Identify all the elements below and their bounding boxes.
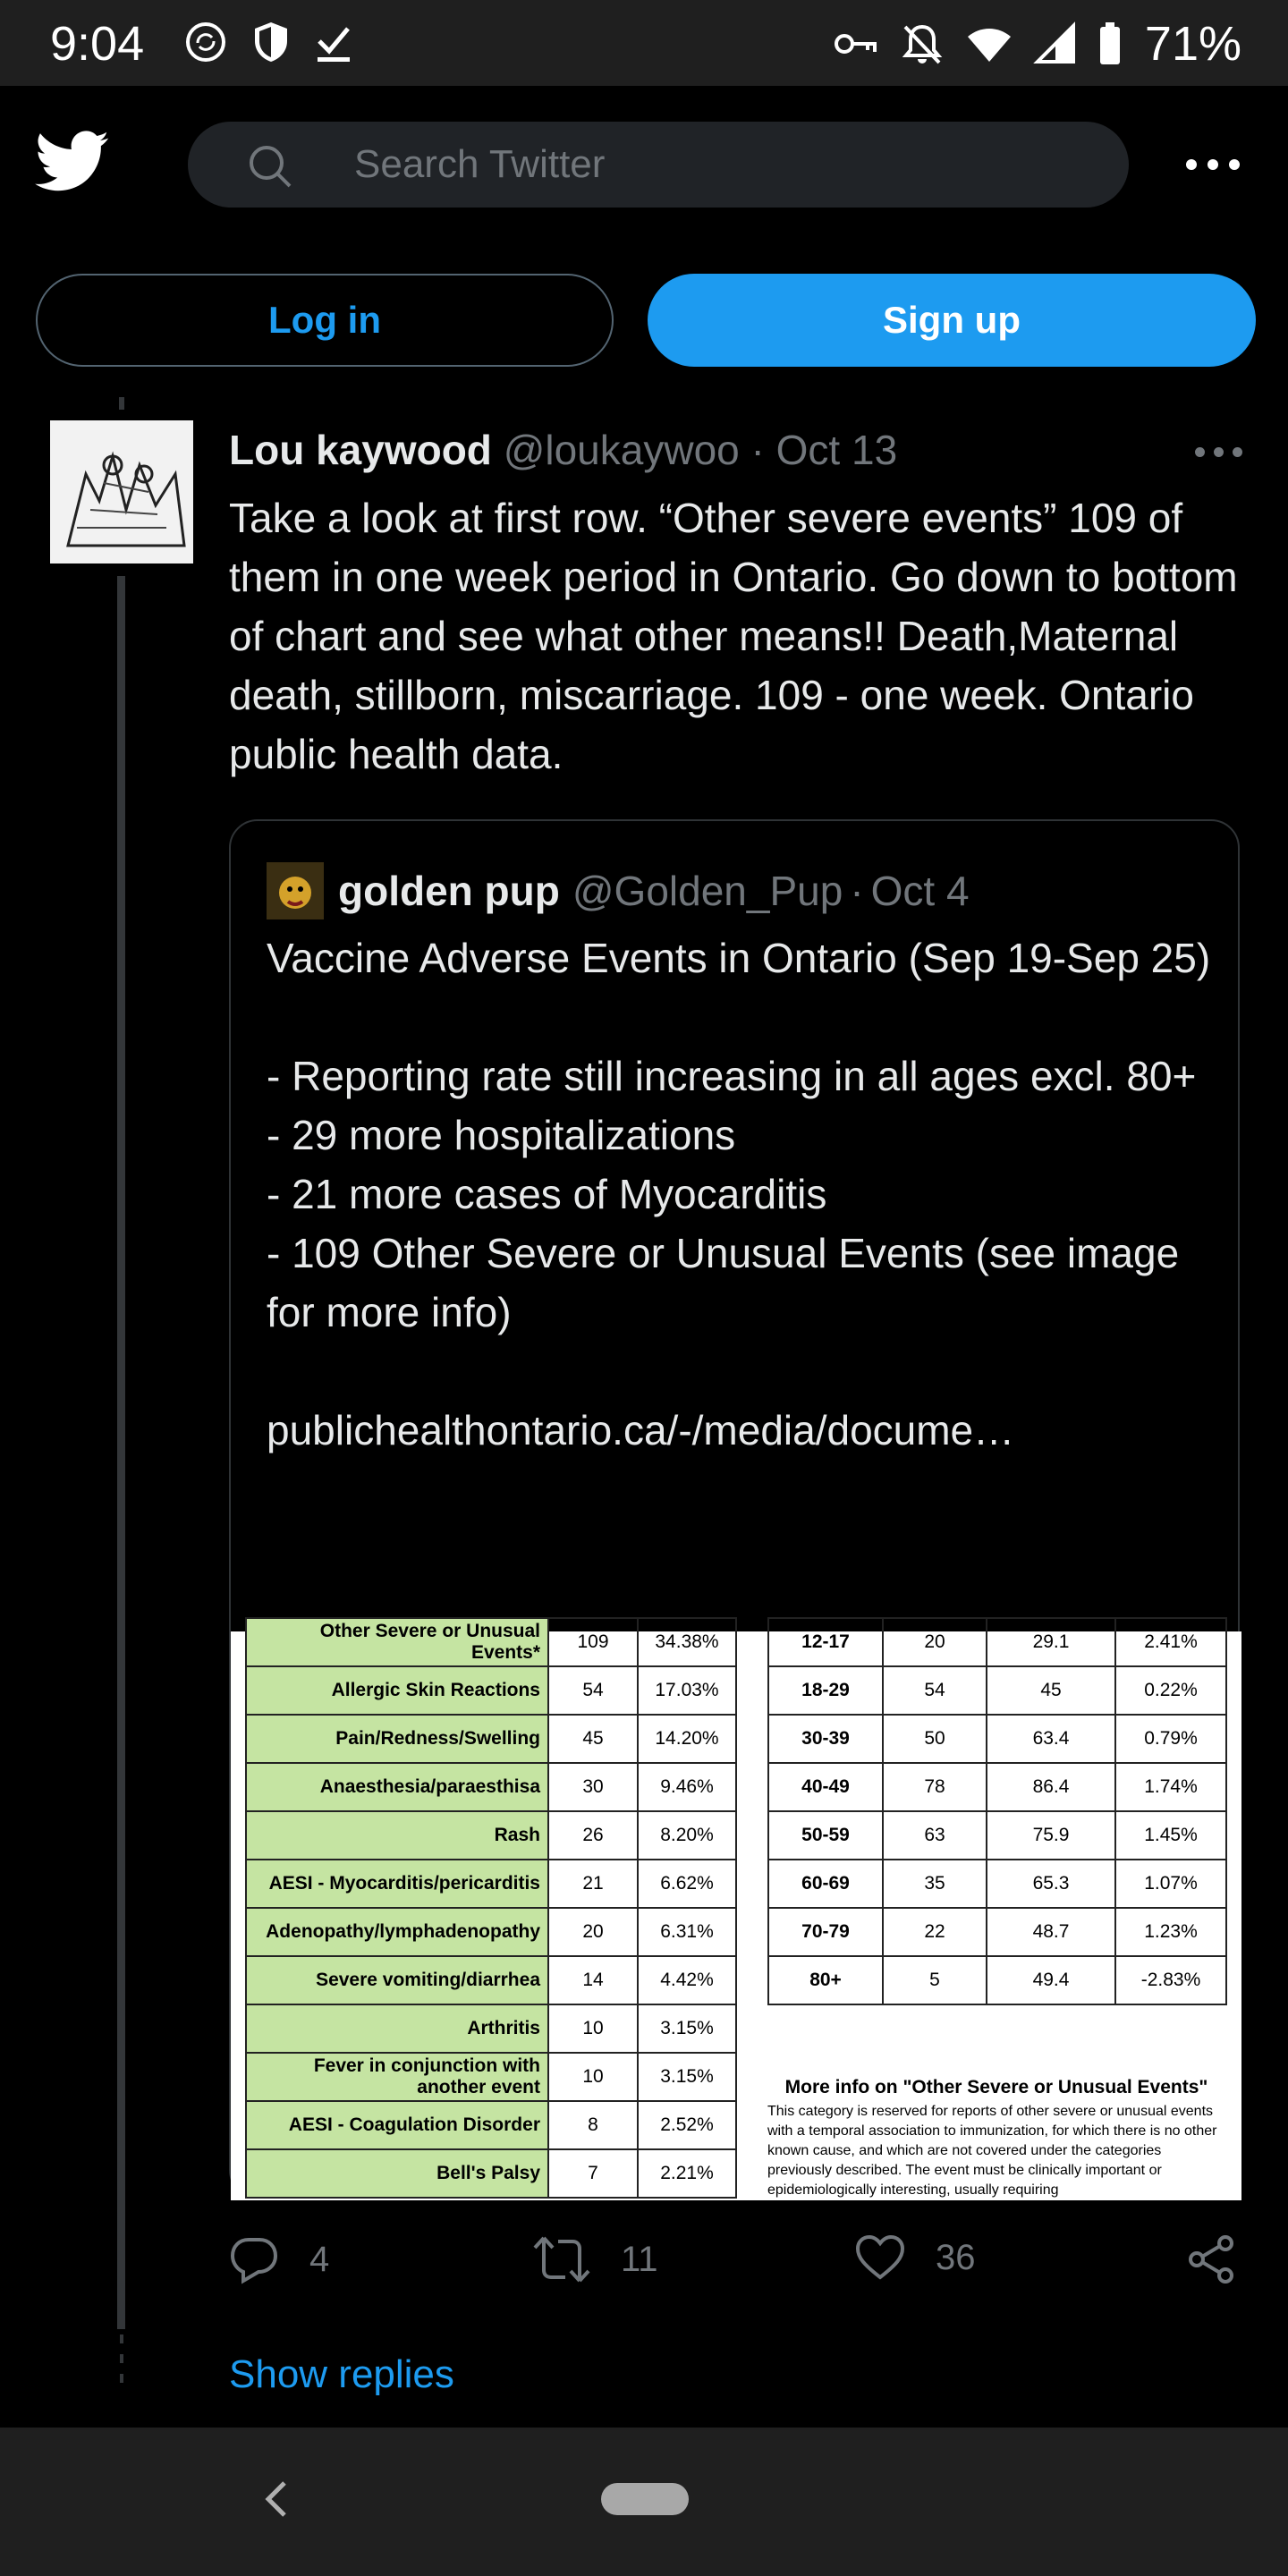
more-options-icon[interactable] — [1181, 140, 1252, 190]
age-rate: 75.9 — [987, 1811, 1115, 1860]
event-count: 26 — [548, 1811, 638, 1860]
event-percent: 6.31% — [638, 1908, 736, 1956]
quoted-date: Oct 4 — [870, 868, 970, 914]
event-percent: 4.42% — [638, 1956, 736, 2004]
event-percent: 2.21% — [638, 2149, 736, 2198]
event-count: 45 — [548, 1715, 638, 1763]
age-count: 50 — [883, 1715, 987, 1763]
table-row — [768, 1763, 1226, 1811]
event-count: 7 — [548, 2149, 638, 2198]
event-category: Allergic Skin Reactions — [246, 1666, 548, 1715]
twitter-logo-icon[interactable] — [34, 131, 111, 193]
reply-button[interactable] — [229, 2234, 329, 2284]
search-bar[interactable] — [188, 122, 1129, 208]
event-percent: 9.46% — [638, 1763, 736, 1811]
table-row — [768, 1715, 1226, 1763]
age-group: 70-79 — [768, 1908, 883, 1956]
age-count: 78 — [883, 1763, 987, 1811]
top-bar — [0, 86, 1288, 243]
wifi-icon — [966, 24, 1013, 64]
age-change: 1.45% — [1115, 1811, 1226, 1860]
dog-avatar-icon — [267, 862, 324, 919]
share-button[interactable] — [1186, 2234, 1236, 2284]
table-row — [246, 2149, 736, 2198]
show-replies-link[interactable]: Show replies — [229, 2352, 454, 2396]
age-rate: 49.4 — [987, 1956, 1115, 2004]
check-download-icon — [314, 20, 353, 64]
age-count: 20 — [883, 1618, 987, 1666]
age-change: 0.79% — [1115, 1715, 1226, 1763]
author-name[interactable]: Lou kaywood — [229, 427, 492, 473]
tweet-text: Take a look at first row. “Other severe events” 109 of them in one week period in Ontario. Go down to bottom of chart and see what other means!! Death,Maternal death, stillborn, miscarriage. 109 - one week. Ontario public health data. — [229, 495, 1238, 777]
table-row — [246, 2004, 736, 2053]
table-row — [768, 1666, 1226, 1715]
event-count: 10 — [548, 2004, 638, 2053]
tweet-header — [229, 426, 897, 474]
quoted-tweet[interactable] — [229, 819, 1240, 2199]
separator: · — [750, 427, 765, 473]
table-row — [246, 1715, 736, 1763]
quoted-separator: · — [850, 868, 864, 914]
battery-percent: 71% — [1144, 17, 1241, 71]
avatar[interactable] — [50, 420, 193, 564]
age-group: 40-49 — [768, 1763, 883, 1811]
event-count: 14 — [548, 1956, 638, 2004]
quoted-tweet-image[interactable] — [231, 1621, 1241, 2200]
info-title: More info on "Other Severe or Unusual Events" — [784, 2077, 1208, 2097]
quoted-tweet-header — [267, 862, 970, 919]
thread-line — [117, 576, 125, 2329]
age-group-table — [767, 1617, 1227, 2005]
event-percent: 14.20% — [638, 1715, 736, 1763]
age-count: 35 — [883, 1860, 987, 1908]
tweet-actions — [229, 2234, 1249, 2297]
signal-icon — [1036, 24, 1075, 64]
log-in-button[interactable]: Log in — [36, 274, 614, 367]
quoted-author-name: golden pup — [338, 868, 560, 914]
info-box — [767, 2077, 1225, 2200]
event-category: Anaesthesia/paraesthisa — [246, 1763, 548, 1811]
age-count: 22 — [883, 1908, 987, 1956]
author-handle[interactable]: @loukaywoo — [503, 427, 740, 473]
table-row — [246, 1908, 736, 1956]
search-input[interactable] — [354, 122, 1070, 208]
age-group: 60-69 — [768, 1860, 883, 1908]
age-rate: 86.4 — [987, 1763, 1115, 1811]
age-count: 5 — [883, 1956, 987, 2004]
event-category: Severe vomiting/diarrhea — [246, 1956, 548, 2004]
age-change: 2.41% — [1115, 1618, 1226, 1666]
event-percent: 17.03% — [638, 1666, 736, 1715]
age-rate: 29.1 — [987, 1618, 1115, 1666]
event-count: 20 — [548, 1908, 638, 1956]
reply-icon — [229, 2234, 279, 2284]
tweet-date[interactable]: Oct 13 — [775, 427, 898, 473]
age-change: -2.83% — [1115, 1956, 1226, 2004]
table-row — [246, 1811, 736, 1860]
event-category: Pain/Redness/Swelling — [246, 1715, 548, 1763]
quoted-tweet-text: Vaccine Adverse Events in Ontario (Sep 19-Sep 25) - Reporting rate still increasing in all ages excl. 80+ - 29 more hospitalizations - 21 more cases of Myocarditis - 109 Other Severe or Unusual Events (see image for more info) publichealthontario.ca/-/media/docume… — [267, 935, 1211, 1453]
event-category: AESI - Coagulation Disorder — [246, 2101, 548, 2149]
table-row — [768, 1860, 1226, 1908]
age-group: 30-39 — [768, 1715, 883, 1763]
sync-notification-icon — [183, 20, 228, 64]
status-time: 9:04 — [50, 17, 145, 71]
retweet-icon — [533, 2234, 590, 2284]
event-category: Adenopathy/lymphadenopathy — [246, 1908, 548, 1956]
reply-count: 4 — [309, 2239, 330, 2279]
table-row — [246, 1956, 736, 2004]
event-count: 21 — [548, 1860, 638, 1908]
age-group: 18-29 — [768, 1666, 883, 1715]
age-change: 1.07% — [1115, 1860, 1226, 1908]
age-change: 1.23% — [1115, 1908, 1226, 1956]
event-percent: 34.38% — [638, 1618, 736, 1666]
table-row — [768, 1956, 1226, 2004]
event-count: 30 — [548, 1763, 638, 1811]
vpn-key-icon — [834, 30, 878, 57]
event-count: 10 — [548, 2053, 638, 2101]
adverse-events-table — [245, 1617, 737, 2199]
table-row — [246, 1860, 736, 1908]
event-count: 54 — [548, 1666, 638, 1715]
event-category: Rash — [246, 1811, 548, 1860]
retweet-count: 11 — [621, 2239, 658, 2279]
age-change: 1.74% — [1115, 1763, 1226, 1811]
event-category: Fever in conjunction with another event — [246, 2053, 548, 2101]
age-group: 80+ — [768, 1956, 883, 2004]
battery-icon — [1098, 22, 1122, 65]
age-rate: 48.7 — [987, 1908, 1115, 1956]
retweet-button[interactable] — [533, 2234, 658, 2284]
age-rate: 65.3 — [987, 1860, 1115, 1908]
event-percent: 6.62% — [638, 1860, 736, 1908]
event-category: AESI - Myocarditis/pericarditis — [246, 1860, 548, 1908]
back-icon[interactable] — [259, 2478, 295, 2521]
table-row — [768, 1811, 1226, 1860]
age-group: 12-17 — [768, 1618, 883, 1666]
thread-connector — [119, 397, 124, 410]
table-row — [768, 1618, 1226, 1666]
info-body: This category is reserved for reports of other severe or unusual events with a temporal association to immunization, for which there is no other known cause, and which are not covered under the categories previously described. The event must be clinically important or epidemiologically interesting, usually requiring — [767, 2104, 1217, 2198]
event-percent: 8.20% — [638, 1811, 736, 1860]
table-row — [246, 2101, 736, 2149]
table-row — [246, 1763, 736, 1811]
event-category: Arthritis — [246, 2004, 548, 2053]
event-percent: 2.52% — [638, 2101, 736, 2149]
quoted-author-handle: @Golden_Pup — [572, 868, 843, 914]
status-bar — [0, 0, 1288, 86]
like-button[interactable] — [855, 2234, 976, 2281]
like-count: 36 — [936, 2237, 976, 2277]
home-pill-button[interactable] — [601, 2483, 689, 2515]
age-change: 0.22% — [1115, 1666, 1226, 1715]
event-category: Bell's Palsy — [246, 2149, 548, 2198]
avatar-illustration-icon — [50, 420, 193, 564]
search-icon — [247, 143, 293, 190]
event-category: Other Severe or Unusual Events* — [246, 1618, 548, 1666]
event-percent: 3.15% — [638, 2004, 736, 2053]
tweet-more-icon[interactable] — [1195, 447, 1243, 462]
event-count: 8 — [548, 2101, 638, 2149]
age-rate: 63.4 — [987, 1715, 1115, 1763]
age-rate: 45 — [987, 1666, 1115, 1715]
quoted-avatar — [267, 862, 324, 919]
sign-up-button[interactable]: Sign up — [648, 274, 1256, 367]
table-row — [246, 1666, 736, 1715]
system-nav-bar — [0, 2428, 1288, 2576]
age-group: 50-59 — [768, 1811, 883, 1860]
shield-icon — [251, 20, 291, 64]
table-row — [768, 1908, 1226, 1956]
age-count: 54 — [883, 1666, 987, 1715]
thread-continuation-dots — [120, 2334, 123, 2394]
share-icon — [1186, 2234, 1236, 2284]
heart-icon — [855, 2234, 905, 2281]
table-row — [246, 1618, 736, 1666]
table-row — [246, 2053, 736, 2101]
notifications-off-icon — [902, 21, 943, 66]
event-count: 109 — [548, 1618, 638, 1666]
age-count: 63 — [883, 1811, 987, 1860]
event-percent: 3.15% — [638, 2053, 736, 2101]
